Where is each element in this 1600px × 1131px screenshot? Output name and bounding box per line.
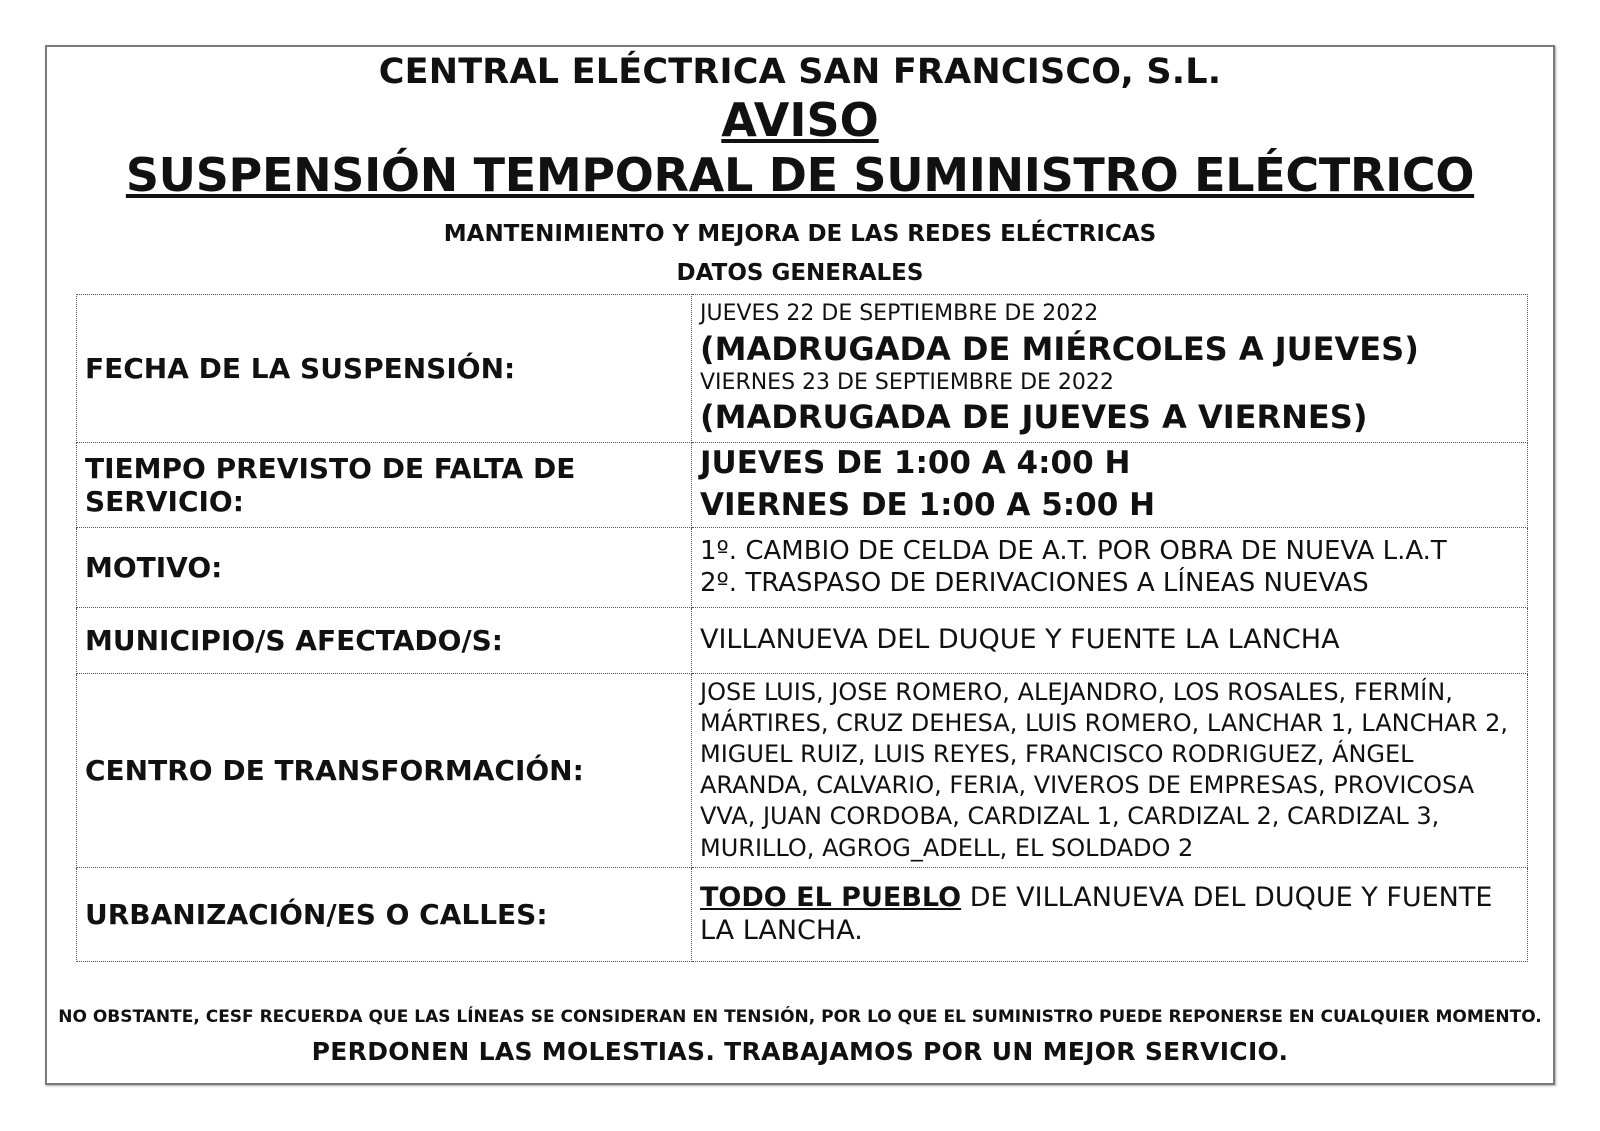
- urbanizacion-label: URBANIZACIÓN/ES O CALLES:: [77, 867, 692, 961]
- company-name: CENTRAL ELÉCTRICA SAN FRANCISCO, S.L.: [378, 52, 1222, 92]
- fecha-line-1: JUEVES 22 DE SEPTIEMBRE DE 2022: [700, 300, 1099, 326]
- municipio-value: VILLANUEVA DEL DUQUE Y FUENTE LA LANCHA: [692, 607, 1528, 673]
- motivo-label: MOTIVO:: [77, 527, 692, 607]
- municipio-label: MUNICIPIO/S AFECTADO/S:: [77, 607, 692, 673]
- tension-notice: NO OBSTANTE, CESF RECUERDA QUE LAS LÍNEAS SE CONSIDERAN EN TENSIÓN, POR LO QUE EL SUMINISTRO PUEDE REPONERSE EN CUALQUIER MOMENTO.: [58, 1007, 1542, 1027]
- table-row-tiempo: [77, 443, 1528, 528]
- table-row-municipio: [77, 607, 1528, 673]
- aviso-heading: AVISO: [721, 93, 879, 147]
- section-heading: DATOS GENERALES: [676, 260, 924, 286]
- fecha-value: [692, 295, 1528, 443]
- table-row-urbanizacion: [77, 867, 1528, 961]
- fecha-line-4: (MADRUGADA DE JUEVES A VIERNES): [700, 398, 1368, 437]
- subtitle: MANTENIMIENTO Y MEJORA DE LAS REDES ELÉCTRICAS: [443, 221, 1157, 247]
- details-table: [76, 294, 1528, 962]
- tiempo-value: [692, 443, 1528, 528]
- fecha-line-2: (MADRUGADA DE MIÉRCOLES A JUEVES): [700, 329, 1419, 368]
- table-row-motivo: [77, 527, 1528, 607]
- centro-value: JOSE LUIS, JOSE ROMERO, ALEJANDRO, LOS ROSALES, FERMÍN, MÁRTIRES, CRUZ DEHESA, LUIS ROMERO, LANCHAR 1, LANCHAR 2, MIGUEL RUIZ, LUIS REYES, FRANCISCO RODRIGUEZ, ÁNGEL ARANDA, CALVARIO, FERIA, VIVEROS DE EMPRESAS, PROVICOSA VVA, JUAN CORDOBA, CARDIZAL 1, CARDIZAL 2, CARDIZAL 3, MURILLO, AGROG_ADELL, EL SOLDADO 2: [692, 673, 1528, 867]
- closing-message: PERDONEN LAS MOLESTIAS. TRABAJAMOS POR UN MEJOR SERVICIO.: [311, 1037, 1289, 1066]
- urbanizacion-rest: DE VILLANUEVA DEL DUQUE Y FUENTE LA LANCHA.: [700, 881, 1493, 947]
- motivo-value: [692, 527, 1528, 607]
- page-title: SUSPENSIÓN TEMPORAL DE SUMINISTRO ELÉCTRICO: [125, 148, 1475, 202]
- motivo-line-2: 2º. TRASPASO DE DERIVACIONES A LÍNEAS NUEVAS: [700, 568, 1369, 599]
- table-row-fecha: [77, 295, 1528, 443]
- urbanizacion-emphasis: TODO EL PUEBLO: [700, 881, 962, 913]
- centro-label: CENTRO DE TRANSFORMACIÓN:: [77, 673, 692, 867]
- urbanizacion-value: [692, 867, 1528, 961]
- table-row-centro: [77, 673, 1528, 867]
- tiempo-label: TIEMPO PREVISTO DE FALTA DE SERVICIO:: [77, 443, 692, 528]
- motivo-line-1: 1º. CAMBIO DE CELDA DE A.T. POR OBRA DE NUEVA L.A.T: [700, 535, 1447, 566]
- fecha-label: FECHA DE LA SUSPENSIÓN:: [77, 295, 692, 443]
- fecha-line-3: VIERNES 23 DE SEPTIEMBRE DE 2022: [700, 369, 1114, 395]
- tiempo-line-1: JUEVES DE 1:00 A 4:00 H: [700, 445, 1131, 481]
- tiempo-line-2: VIERNES DE 1:00 A 5:00 H: [700, 486, 1156, 523]
